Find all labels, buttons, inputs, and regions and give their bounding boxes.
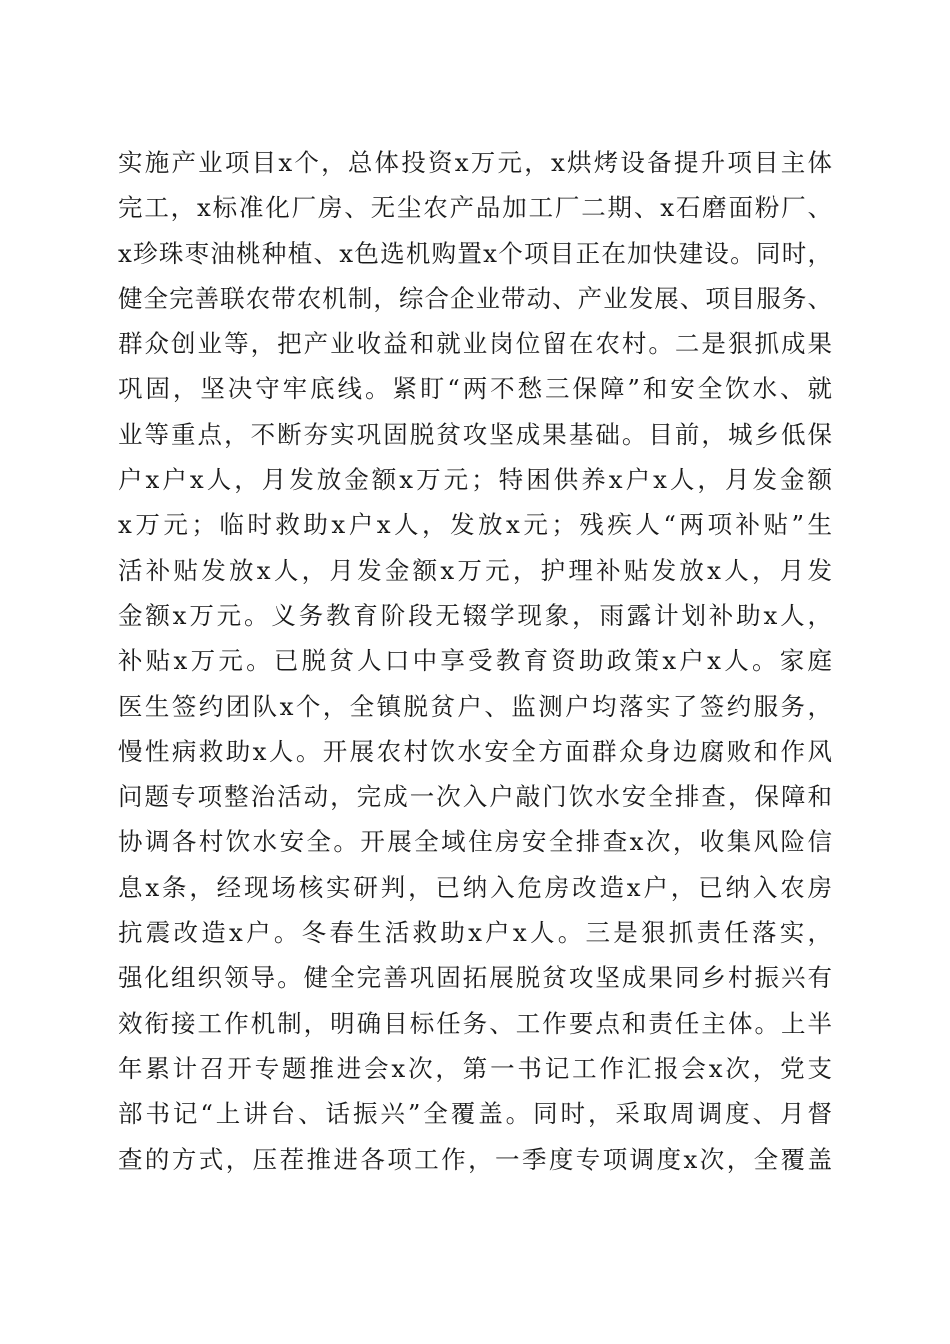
text-line: 实施产业项目x个，总体投资x万元，x烘烤设备提升项目主体 [118, 148, 832, 177]
text-line: 年累计召开专题推进会x次，第一书记工作汇报会x次，党支 [118, 1053, 832, 1083]
text-line: 业等重点，不断夯实巩固脱贫攻坚成果基础。目前，城乡低保 [118, 419, 832, 449]
text-line: 部书记“上讲台、话振兴”全覆盖。同时，采取周调度、月督 [118, 1099, 832, 1129]
text-line: 巩固，坚决守牢底线。紧盯“两不愁三保障”和安全饮水、就 [118, 374, 832, 404]
text-line: 抗震改造x户。冬春生活救助x户x人。三是狠抓责任落实， [118, 918, 832, 948]
text-line: 健全完善联农带农机制，综合企业带动、产业发展、项目服务、 [118, 283, 832, 313]
text-line: x万元；临时救助x户x人，发放x元；残疾人“两项补贴”生 [118, 510, 832, 540]
text-line: 慢性病救助x人。开展农村饮水安全方面群众身边腐败和作风 [118, 736, 832, 766]
text-line: 协调各村饮水安全。开展全域住房安全排查x次，收集风险信 [118, 827, 832, 857]
text-line: 补贴x万元。已脱贫人口中享受教育资助政策x户x人。家庭 [118, 646, 832, 676]
text-line: 医生签约团队x个，全镇脱贫户、监测户均落实了签约服务， [118, 691, 832, 721]
text-line: 查的方式，压茬推进各项工作，一季度专项调度x次，全覆盖 [118, 1144, 832, 1174]
text-line: 户x户x人，月发放金额x万元；特困供养x户x人，月发金额 [118, 465, 832, 495]
text-line: x珍珠枣油桃种植、x色选机购置x个项目正在加快建设。同时， [118, 238, 832, 268]
text-line: 强化组织领导。健全完善巩固拓展脱贫攻坚成果同乡村振兴有 [118, 963, 832, 993]
text-line: 金额x万元。义务教育阶段无辍学现象，雨露计划补助x人， [118, 600, 832, 630]
text-line: 活补贴发放x人，月发金额x万元，护理补贴发放x人，月发 [118, 555, 832, 585]
text-line: 群众创业等，把产业收益和就业岗位留在农村。二是狠抓成果 [118, 329, 832, 359]
text-line: 效衔接工作机制，明确目标任务、工作要点和责任主体。上半 [118, 1008, 832, 1038]
text-line: 息x条，经现场核实研判，已纳入危房改造x户，已纳入农房 [118, 872, 832, 902]
text-line: 问题专项整治活动，完成一次入户敲门饮水安全排查，保障和 [118, 782, 832, 812]
body-paragraph [118, 140, 832, 1182]
text-line: 完工，x标准化厂房、无尘农产品加工厂二期、x石磨面粉厂、 [118, 193, 832, 223]
